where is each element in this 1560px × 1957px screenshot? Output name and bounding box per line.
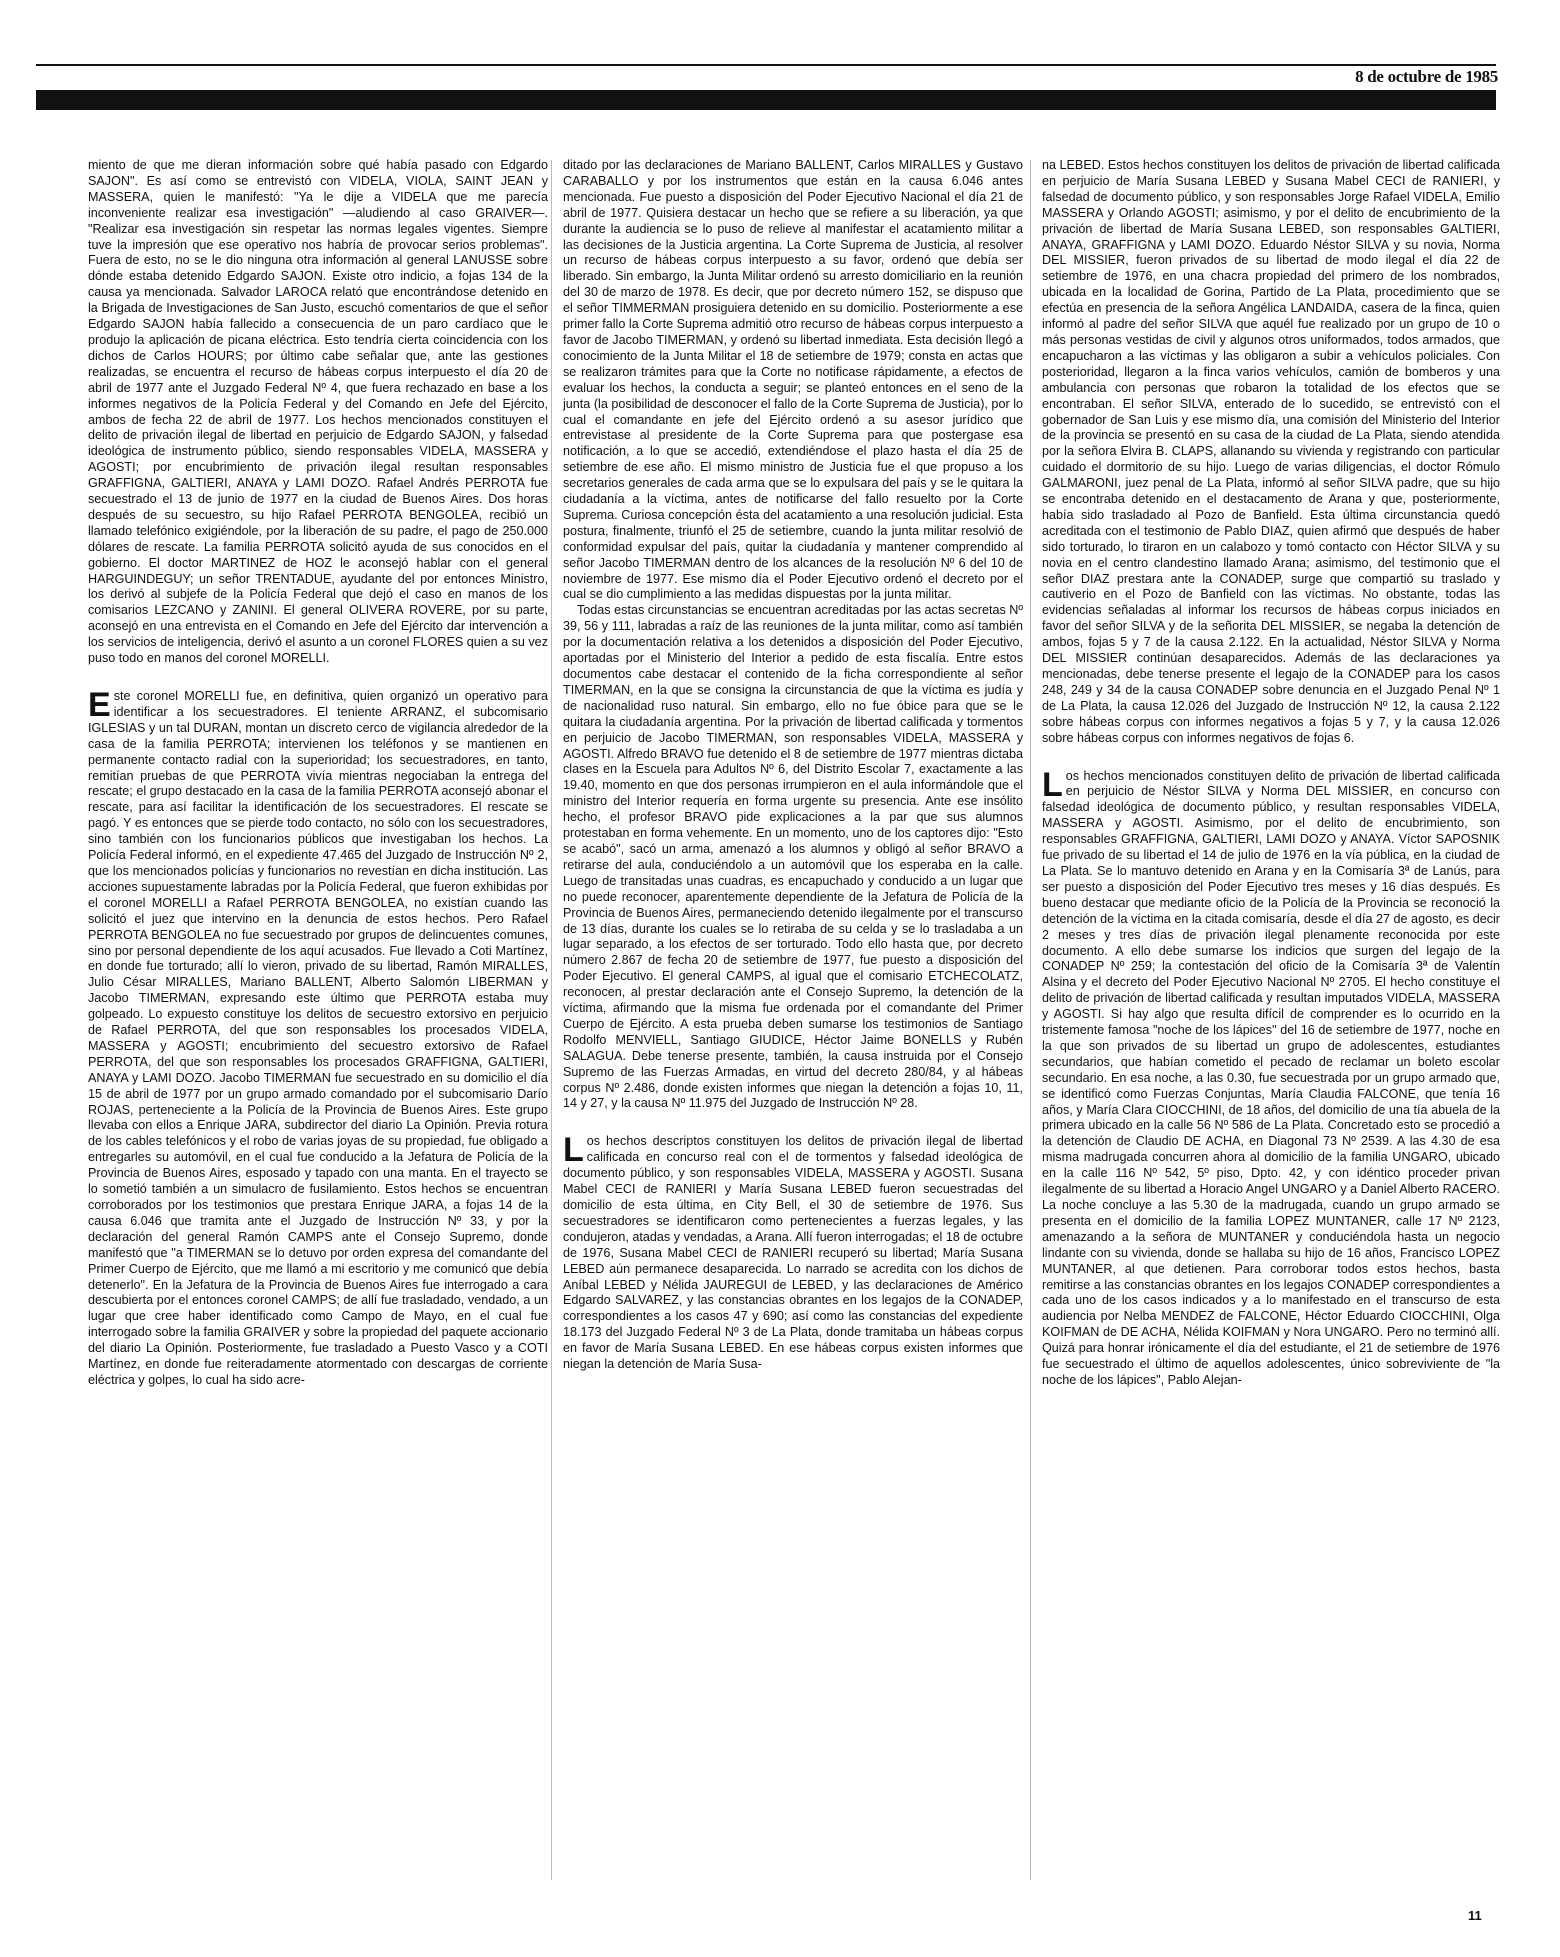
header-date: 8 de octubre de 1985 [1355,67,1498,86]
paragraph-with-dropcap [563,1131,1023,1373]
paragraph: Todas estas circunstancias se encuentran acreditadas por las actas secretas Nº 39, 56 y 111, labradas a raíz de las reuniones de la junta militar, como así también por la documentación relativa a los detenidos a disposición del Poder Ejecutivo, aportadas por el Ministerio del Interior a pedido de esta fiscalía. Entre estos documentos cabe destacar el contenido de la ficha correspondiente al señor TIMERMAN, en la que se consigna la circunstancia de que la víctima es judía y de nacionalidad ruso natural. Sin embargo, ello no fue óbice para que se le quitara la ciudadanía argentina. Por la privación de libertad calificada y tormentos en perjuicio de Jacobo TIMERMAN, son responsables VIDELA, MASSERA y AGOSTI. Alfredo BRAVO fue detenido el 8 de setiembre de 1977 mientras dictaba clases en la Escuela para Adultos Nº 6, del Distrito Escolar 7, exactamente a las 19.40, momento en que dos personas irrumpieron en el aula informándole que el ministro del Interior requería en forma urgente su presencia. Ante ese insólito hecho, el profesor BRAVO pide explicaciones a la par que sus alumnos protestaban en forma vehemente. En un momento, uno de los captores dijo: "Esto se acabó", sacó un arma, amenazó a los alumnos y obligó al señor BRAVO a retirarse del aula, conduciéndolo a un automóvil que los esperaba en la calle. Luego de transitadas unas cuadras, es encapuchado y conducido a un lugar que no puede reconocer, aparentemente dependiente de la Jefatura de Policía de la Provincia de Buenos Aires, permaneciendo detenido ilegalmente por el transcurso de 13 días, durante los cuales se lo retiraba de su celda y se lo trasladaba a un lugar separado, a los efectos de ser torturado. Todo ello hasta que, por decreto número 2.867 de fecha 20 de setiembre de 1977, fue puesto a disposición del Poder Ejecutivo. El general CAMPS, al igual que el comisario ETCHECOLATZ, reconocen, al prestar declaración ante el Consejo Supremo, la detención de la víctima, afirmando que la misma fue ordenada por el comandante del Primer Cuerpo de Ejército. A esta prueba deben sumarse los testimonios de Santiago Rodolfo MENVIELL, Santiago GIUDICE, Héctor Jaime BONELLS y Rubén SALAGUA. Debe tenerse presente, también, la causa instruida por el Consejo Supremo de las Fuerzas Armadas, en virtud del decreto 280/84, y al hábeas corpus Nº 2.486, donde existen informes que niegan la detención a fojas 10, 11, 14 y 27, y la causa Nº 11.975 del Juzgado de Instrucción Nº 28. [563,603,1023,1111]
paragraph-with-dropcap [88,686,548,1389]
header-rule [36,64,1496,66]
header-bar [36,90,1496,110]
paragraph-with-dropcap [1042,765,1500,1389]
drop-cap: L [563,1131,584,1170]
drop-cap: L [1042,765,1063,804]
page-number: 11 [1468,1908,1482,1923]
paragraph: na LEBED. Estos hechos constituyen los delitos de privación de libertad calificada en perjuicio de María Susana LEBED y Susana Mabel CECI de RANIERI, y falsedad de documento público, y son responsables Jorge Rafael VIDELA, Emilio MASSERA y Orlando AGOSTI; asimismo, y por el delito de encubrimiento de la privación de libertad de María Susana LEBED, son responsables GALTIERI, ANAYA, GRAFFIGNA y LAMI DOZO. Eduardo Néstor SILVA y su novia, Norma DEL MISSIER, fueron privados de su libertad de modo ilegal el día 22 de setiembre de 1976, en una chacra propiedad del primero de los nombrados, ubicada en la localidad de Gorina, Partido de La Plata, procedimiento que se efectúa en presencia de la señora Angélica LANDAIDA, casera de la finca, quien informó al padre del señor SILVA que aquél fue realizado por un grupo de 10 o más personas vestidas de civil y algunos otros uniformados, todos armados, que encapucharon a las víctimas y las obligaron a subir a vehículos policiales. Con posterioridad, llegaron a la finca varios vehículos, camión de bomberos y una ambulancia con personas que robaron la totalidad de los efectos que se encontraban. El señor SILVA, enterado de lo sucedido, se entrevistó con el gobernador de San Luis y ese mismo día, una comisión del Ministerio del Interior de la provincia se presentó en su casa de la ciudad de La Plata, siendo atendida por la señora Elvira B. CLAPS, allanando su vivienda y registrando con particular cuidado el dormitorio de su hijo. Luego de varias diligencias, el doctor Rómulo GALMARONI, juez penal de La Plata, informó al señor SILVA padre, que su hijo se encontraba detenido en el destacamento de Arana y que, posteriormente, había sido trasladado al Pozo de Banfield. Esta última circunstancia quedó acreditada con el testimonio de Pablo DIAZ, quien afirmó que después de haber sido torturado, lo tiraron en un calabozo y tomó contacto con Héctor SILVA y su novia en el centro clandestino llamado Arana; asimismo, del testimonio que el señor DIAZ prestara ante la CONADEP, surge que compartió su traslado y cautiverio en el Pozo de Banfield con las víctimas. No obstante, todas las evidencias señaladas al informar los recursos de hábeas corpus iniciados en favor del señor SILVA y de la señorita DEL MISSIER, se negaba la detención de ambos, fojas 5 y 7 de la causa 2.122. En la actualidad, Néstor SILVA y Norma DEL MISSIER continúan desaparecidos. Además de las declaraciones ya mencionadas, debe tenerse presente el legajo de la CONADEP para los casos 248, 249 y 34 de la causa CONADEP sobre denuncia en el Juzgado Penal Nº 1 de La Plata, la causa 12.026 del Juzgado de Instrucción Nº 12, la causa 2.122 sobre hábeas corpus con informes negativos a fojas 5 y 7, y la causa 12.026 sobre hábeas corpus con informes negativos de fojas 6. [1042,158,1500,745]
paragraph-text: os hechos descriptos constituyen los delitos de privación ilegal de libertad calificada en concurso real con el de tormentos y falsedad ideológica de documento público, y son responsables VIDELA, MASSERA y AGOSTI. Susana Mabel CECI de RANIERI y María Susana LEBED fueron secuestradas del domicilio de esta última, en City Bell, el 30 de setiembre de 1976. Sus secuestradores se identificaron como pertenecientes a fuerzas legales, y las condujeron, atadas y vendadas, a Arana. Allí fueron interrogadas; el 18 de octubre de 1976, Susana Mabel CECI de RANIERI recuperó su libertad; María Susana LEBED aún permanece desaparecida. Lo narrado se acredita con los dichos de Aníbal LEBED y Nélida JAUREGUI de LEBED, y las declaraciones de Américo Edgardo SALVAREZ, y las constancias obrantes en los legajos de la CONADEP, correspondientes a los casos 47 y 690; así como las constancias del expediente 18.173 del Juzgado Federal Nº 3 de La Plata, donde tramitaba un hábeas corpus en favor de María Susana LEBED. En ese hábeas corpus existen informes que niegan la detención de María Susa- [563,1134,1023,1372]
paragraph-text: os hechos mencionados constituyen delito de privación de libertad calificada en perjuicio de Néstor SILVA y Norma DEL MISSIER, en concurso con falsedad ideológica de documento público, y resultan responsables VIDELA, MASSERA y AGOSTI. Asimismo, por el delito de encubrimiento, son responsables GRAFFIGNA, GALTIERI, LAMI DOZO y ANAYA. Víctor SAPOSNIK fue privado de su libertad el 14 de julio de 1976 en la vía pública, en la ciudad de La Plata. Se lo mantuvo detenido en Arana y en la Comisaría 3ª de Lanús, para ser puesto a disposición del Poder Ejecutivo tres meses y 16 días después. Es bueno destacar que mediante oficio de la Policía de la Provincia se reconoció la detención de la víctima en la citada comisaría, desde el día 27 de agosto, es decir 2 meses y tres días de privación ilegal plenamente reconocida por este documento. A ello debe sumarse los indicios que surgen del legajo de la CONADEP Nº 259; la contestación del oficio de la Comisaría 3ª de Valentín Alsina y el decreto del Poder Ejecutivo Nacional Nº 2705. El hecho constituye el delito de privación de libertad calificada y resultan imputados VIDELA, MASSERA y AGOSTI. Si hay algo que resulta difícil de comprender es lo ocurrido en la tristemente famosa "noche de los lápices" del 16 de setiembre de 1977, noche en la que son privados de su libertad un grupo de adolescentes, estudiantes secundarios, que habían cometido el pecado de reclamar un boleto escolar secundario. En esa noche, a las 0.30, fue secuestrada por un grupo armado que, se identificó como Fuerzas Conjuntas, María Claudia FALCONE, que tenía 16 años, y María Clara CIOCCHINI, de 18 años, del domicilio de una tía abuela de la primera ubicado en la calle 56 Nº 586 de La Plata. Concretado esto se procedió a la detención de Claudio DE ACHA, en Diagonal 73 Nº 2539. A las 4.30 de esa misma madrugada concurren ahora al domicilio de la familia UNGARO, ubicado en la calle 116 Nº 542, 5º piso, Dpto. 42, y con idéntico proceder privan ilegalmente de su libertad a Horacio Angel UNGARO y a Daniel Alberto RACERO. La noche concluye a las 5.30 de la madrugada, cuando un grupo armado se presenta en el domicilio de la familia LOPEZ MUNTANER, calle 17 Nº 2123, amenazando a la señora de MUNTANER y conduciéndola hasta un negocio lindante con su vivienda, donde se hallaba su hijo de 16 años, Francisco LOPEZ MUNTANER, al que detienen. Para corroborar todos estos hechos, basta remitirse a las constancias obrantes en los legajos CONADEP correspondientes a cada uno de los casos indicados y a lo manifestado en el transcurso de esta audiencia por Nelba MENDEZ de FALCONE, Héctor Eduardo CIOCCHINI, Olga KOIFMAN de DE ACHA, Nélida KOIFMAN y Nora UNGARO. Pero no terminó allí. Quizá para honrar irónicamente el día del estudiante, el 21 de setiembre de 1976 fue secuestrado el último de aquellos adolescentes, único sobreviviente de "la noche de los lápices", Pablo Alejan- [1042,768,1500,1387]
article-column-1 [88,158,548,1888]
column-divider [551,160,552,1880]
paragraph-text: ste coronel MORELLI fue, en definitiva, quien organizó un operativo para identificar a los secuestradores. El teniente ARRANZ, el subcomisario IGLESIAS y un tal DURAN, montan un discreto cerco de vigilancia alrededor de la casa de la familia PERROTA; intervienen los teléfonos y se mantienen en permanente contacto radial con la superioridad; los secuestradores, en tanto, remitían pruebas de que PERROTA vivía mientras negociaban la entrega del rescate; el grupo destacado en la casa de la familia PERROTA aconsejó abonar el rescate, para así facilitar la identificación de los secuestradores. El rescate se pagó. Y es entonces que se pierde todo contacto, no sólo con los secuestradores, sino también con los funcionarios públicos que investigaban los hechos. La Policía Federal informó, en el expediente 47.465 del Juzgado de Instrucción Nº 2, que los mencionados policías y funcionarios no revestían en dicha institución. Las acciones supuestamente labradas por la Policía Federal, que fueron exhibidas por el coronel MORELLI a Rafael PERROTA BENGOLEA, no existían cuando las solicitó el juez que intervino en la denuncia de estos hechos. Pero Rafael PERROTA BENGOLEA no fue secuestrado por grupos de delincuentes comunes, sino por personal dependiente de los aquí acusados. Fue llevado a Coti Martínez, en donde fue torturado; allí lo vieron, privado de su libertad, Ramón MIRALLES, Julio César MIRALLES, Mariano BALLENT, Alberto Salomón LIBERMAN y Jacobo TIMERMAN, expresando este último que PERROTA estaba muy golpeado. Lo expuesto constituye los delitos de secuestro extorsivo en perjuicio de Rafael PERROTA, del que son responsables los procesados VIDELA, MASSERA y AGOSTI; encubrimiento del secuestro extorsivo de Rafael PERROTA, del que son responsables los procesados GRAFFIGNA, GALTIERI, ANAYA y LAMI DOZO. Jacobo TIMERMAN fue secuestrado en su domicilio el día 15 de abril de 1977 por un grupo armado comandado por el subcomisario Darío ROJAS, perteneciente a la Policía de la Provincia de Buenos Aires. Este grupo llevaba con ellos a Enrique JARA, subdirector del diario La Opinión. Previa rotura de los cables telefónicos y el robo de varias joyas de su propiedad, fue obligado a entregarles su automóvil, en el cual fue conducido a la Jefatura de Policía de la Provincia de Buenos Aires, esposado y tapado con una manta. En el trayecto se lo sometió también a un simulacro de fusilamiento. Estos hechos se encuentran corroborados por los testimonios que prestara Enrique JARA, a fojas 14 de la causa 6.046 que tramita ante el Juzgado de Instrucción Nº 33, y por la declaración del general Ramón CAMPS ante el Consejo Supremo, donde manifestó que "a TIMERMAN se lo detuvo por orden expresa del comandante del Primer Cuerpo de Ejército, que me llamó a mi escritorio y me comunicó que debía detenerlo". En la Jefatura de la Provincia de Buenos Aires fue interrogado a cara descubierta por el entonces coronel CAMPS; de allí fue trasladado, vendado, a un lugar que cree haber identificado como Campo de Mayo, en el cual fue interrogado sobre la familia GRAIVER y sobre la propiedad del paquete accionario del diario La Opinión. Posteriormente, fue trasladado a Puesto Vasco y a COTI Martínez, en donde fue reiteradamente atormentado con descargas de corriente eléctrica y golpes, lo cual ha sido acre- [88,689,548,1387]
paragraph: miento de que me dieran información sobre qué había pasado con Edgardo SAJON". Es así como se entrevistó con VIDELA, VIOLA, SAINT JEAN y MASSERA, quien le manifestó: "Ya le dije a VIDELA que me parecía inconveniente realizar esa investigación" —aludiendo al caso GRAIVER—. "Realizar esa investigación sin respetar las normas legales vigentes. Siempre tuve la impresión que ese operativo nos habría de provocar serios problemas". Fuera de esto, no se le dio ninguna otra información al general LANUSSE sobre dónde estaba detenido Edgardo SAJON. Existe otro indicio, a fojas 134 de la causa ya mencionada. Salvador LAROCA relató que encontrándose detenido en la Brigada de Investigaciones de San Justo, escuchó comentarios de que el señor Edgardo SAJON había fallecido a consecuencia de un paro cardíaco que le produjo la aplicación de picana eléctrica. Esto tendría cierta coincidencia con los dichos de Carlos HOURS; por último cabe señalar que, ante las gestiones realizadas, se encuentra el recurso de hábeas corpus interpuesto el día 20 de abril de 1977 ante el Juzgado Federal Nº 4, que fuera rechazado en base a los informes negativos de la Policía Federal y del Comando en Jefe del Ejército, ambos de fecha 22 de abril de 1977. Los hechos mencionados constituyen el delito de privación ilegal de libertad en perjuicio de Edgardo SAJON, y falsedad ideológica de instrumento público, siendo responsables VIDELA, MASSERA y AGOSTI; por encubrimiento de privación ilegal resultan responsables GRAFFIGNA, GALTIERI, ANAYA y LAMI DOZO. Rafael Andrés PERROTA fue secuestrado el 13 de junio de 1977 en la ciudad de Buenos Aires. Dos horas después de su secuestro, su hijo Rafael PERROTA BENGOLEA, recibió un llamado telefónico exigiéndole, por la liberación de su padre, el pago de 250.000 dólares de rescate. La familia PERROTA solicitó ayuda de sus conocidos en el gobierno. El doctor MARTINEZ de HOZ le aconsejó hablar con el general HARGUINDEGUY; un señor TRENTADUE, ayudante del por entonces Ministro, los derivó al subjefe de la Policía Federal que dejó el caso en manos de los comisarios LEZCANO y ZANINI. El general OLIVERA ROVERE, por su parte, aconsejó en una entrevista en el Comando en Jefe del Ejército dar intervención a los servicios de inteligencia, derivó el asunto a un coronel FLORES quien a su vez puso todo en manos del coronel MORELLI. [88,158,548,666]
article-column-2 [563,158,1023,1888]
drop-cap: E [88,686,111,724]
column-divider [1030,160,1031,1880]
article-column-3 [1042,158,1500,1888]
paragraph: ditado por las declaraciones de Mariano BALLENT, Carlos MIRALLES y Gustavo CARABALLO y por los instrumentos que están en la causa 6.046 antes mencionada. Fue puesto a disposición del Poder Ejecutivo Nacional el día 21 de abril de 1977. Quisiera destacar un hecho que se refiere a su liberación, ya que durante la audiencia se lo puso de relieve al manifestar el acatamiento militar a las decisiones de la Justicia argentina. La Corte Suprema de Justicia, al resolver un recurso de hábeas corpus interpuesto a su favor, ordenó que debía ser liberado. Sin embargo, la Junta Militar ordenó su arresto domiciliario en la reunión del 30 de marzo de 1978. Es decir, que por decreto número 152, se dispuso que el señor TIMMERMAN prosiguiera detenido en su domicilio. Posteriormente a ese primer fallo la Corte Suprema admitió otro recurso de hábeas corpus interpuesto a favor de Jacobo TIMERMAN, y ordenó su libertad inmediata. Esta decisión llegó a conocimiento de la Junta Militar el 18 de setiembre de 1979; consta en actas que se realizaron trámites para que la Corte no notificase rápidamente, a efectos de evaluar los hechos, la conducta a seguir; se planteó entonces en el seno de la junta (la posibilidad de desconocer el fallo de la Corte Suprema de Justicia), por lo cual el comandante en jefe del Ejército ordenó a su asesor jurídico que entrevistase al presidente de la Corte Suprema para que postergase esa notificación, a lo que se accedió, extendiéndose el plazo hasta el día 25 de setiembre de ese año. El mismo ministro de Justicia fue el que propuso a los secretarios generales de cada arma que se lo expulsara del país y se le quitara la ciudadanía a la víctima, antes de notificarse del fallo resuelto por la Corte Suprema. Curiosa concepción ésta del acatamiento a una resolución judicial. Esta postura, finalmente, triunfó el 25 de setiembre, cuando la junta militar resolvió de conformidad expulsar del país, quitar la ciudadanía y mantener comprendido al señor Jacobo TIMERMAN dentro de los alcances de la resolución Nº 6 del 10 de noviembre de 1977. Ese mismo día el Poder Ejecutivo ordenó el decreto por el cual se dio cumplimiento a las medidas dispuestas por la junta militar. [563,158,1023,602]
